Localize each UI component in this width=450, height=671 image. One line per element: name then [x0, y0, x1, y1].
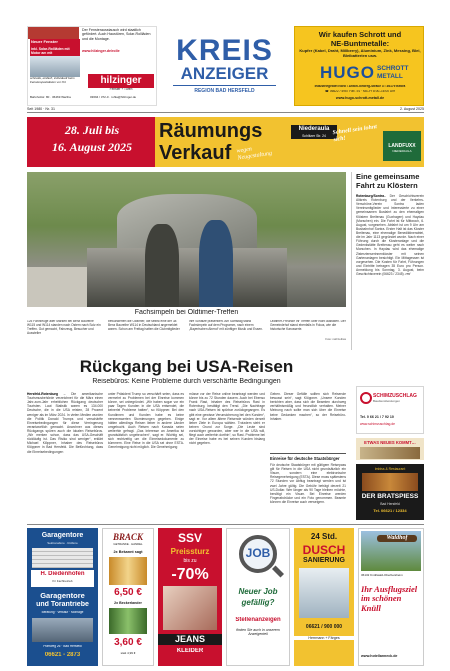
brack-ad[interactable] — [102, 528, 154, 666]
ssv-percent: -70% — [171, 566, 209, 583]
ssv-photo — [163, 586, 217, 630]
diedenhofen-logo: H. Diedenhofen — [40, 571, 85, 577]
logo-kreis: KREIS — [176, 36, 273, 66]
photo-car-left — [27, 267, 87, 307]
oldtimer-photo — [27, 172, 346, 307]
dusch-photo — [299, 568, 349, 618]
bratspiess-top: Imbiss & Restaurant — [374, 467, 406, 471]
hilzinger-ad-aside: schnelle, einfach, individuell beim Fensterspezialisten vor Ort — [30, 77, 75, 84]
article-col-2: unter Präsident Trump so verschärft seien, dass es vermehrt zu Problemen bei der Einreise kommen könne, sei unbegründet. „Wir haben sogar vor ein paar Tagen Kunden in die USA entsendet, die keinerlei Probleme hatten“, so Klöppner. Bei den Kundinnen und Kunden habe es keine nennenswerten Stornierungen gegeben. Einige hätten allerdings Reisen lieber in andere Länder umgebucht. Auch Reisen nach Kanada seien weiterhin gefragt. „Das Interesse an Amerika ist grundsätzlich ungebrochen“, sagt er. Wichtig sei, sich rechtzeitig um die Einreisedokumente zu kümmern. Eine Reise in die USA sei ohne ESTA-Genehmigung nicht möglich. Die Genehmigung — [108, 392, 184, 450]
garagentore-ad-address: Pfarrweg 26 · Bad Hersfeld — [43, 645, 82, 648]
hugo-ad-tel: ☎ 06622 / 4957 Fax -91 · Mo–Fr 8:00–16:00 Uhr — [324, 90, 396, 93]
job-ad[interactable] — [226, 528, 290, 666]
banner-location-bottom: Schlitzer Str. 24 — [291, 133, 337, 139]
brack-title: 2x Bekannt sagt — [113, 550, 143, 554]
newspaper-logo[interactable] — [173, 36, 276, 98]
waldhof-web[interactable]: www.hotellanneck.de — [361, 654, 398, 658]
hugo-logo: HUGO — [320, 63, 375, 82]
ssv-label: JEANS — [158, 634, 222, 645]
raeumungsverkauf-banner[interactable] — [27, 117, 424, 167]
banner-headline-bottom: Verkauf — [159, 142, 232, 164]
right-story-credit: red — [405, 272, 411, 277]
schimzuschlag-sub: Baudienstleistungen — [373, 400, 401, 403]
dusch-top: 24 Std. — [310, 532, 338, 541]
waldhof-address: 36132 Knüllwald-Oberbeisheim — [361, 574, 403, 577]
masthead — [0, 0, 450, 114]
photo-person-right — [199, 220, 233, 307]
article-col-1-text: – Die amerikanische Tourismusbehörde verzeichnet für die März einen Jahr-zum-Jahr erheblichen Rückgang deutscher Touristen. Laut Statistik waren es 134.000 Deutsche, die in die USA reisten, 28 Prozent weniger als im März 2024. In vielen Medien wurden die Politik Donald Trumps und verschärfte Einreisebedingungen für diese Verringerung verantwortlich gemacht. Anwohner aus dieses Rückgangs spüren auch die lokalen Reisebüros. „Wir merken schon, dass das USA-Geschäft rückläufig ist. Das Risiko sind weniger“, erklärt Michael Klöppner, Inhaber des Reisebüros Klöppner in Bad Hersfeld. Die Befürchtung, dass die Einreisebedingungen — [27, 392, 103, 454]
waldhof-ad[interactable] — [358, 528, 424, 666]
hilzinger-ad-phone: 03694 / 372-0 · ruhla@hilzinger.de — [90, 96, 137, 99]
banner-dates-bottom: 16. August 2025 — [52, 140, 132, 154]
article-subhead: Reisebüros: Keine Probleme durch verschärfte Bedingungen — [92, 378, 281, 385]
landfuxx-logo: LANDFUXX — [388, 143, 416, 149]
info-box-text: Für deutsche Staatsbürger mit gültigem Reisepass gilt für Reisen in die USA nicht grundsätzlich ein Visum, sondern eine elektronische Reisegenehmigung (ESTA). Diese muss spätestens 72 Stunden vor Abflug beantragt werden und ist zwei Jahre gültig. Die Gebühr beträgt derzeit 21 US-Dollar. Wer länger als 90 Tage bleiben möchte, benötigt ein Visum. Bei Einreise werden Fingerabdrücke und ein Foto genommen. Beamte können die Einreise auch verweigern. — [270, 463, 346, 504]
schimzuschlag-logo-circle — [360, 392, 372, 404]
garagentore-ad-photo-2 — [32, 618, 93, 642]
photo-car-body — [87, 248, 287, 307]
right-story-title: Eine gemeinsame Fahrt zu Klöstern — [356, 173, 420, 190]
job-question-1: Neuer Job — [238, 587, 278, 596]
brack-sub: GETRÄNKE · HANDEL — [113, 543, 143, 546]
schimzuschlag-logo: SCHIMZUSCHLAG — [373, 393, 417, 399]
brack-bottles — [109, 557, 147, 585]
lead-caption-credit: Foto: nah/zeibas — [325, 338, 346, 341]
schimzuschlag-ad[interactable] — [356, 386, 424, 434]
bratspiess-tel: Tel. 06621 / 12334 — [373, 509, 407, 513]
article-col-1 — [27, 392, 103, 520]
right-column-rule — [351, 172, 352, 350]
banner-headline-top: Räumungs — [159, 120, 263, 142]
job-label: Stellenanzeigen — [235, 617, 281, 623]
hugo-ad-line2: NE-Buntmetalle: — [330, 39, 390, 48]
brack-text: 2x Beckerlander — [114, 601, 142, 605]
logo-region: REGION BAD HERSFELD — [173, 85, 276, 94]
hilzinger-ad-text: Der Fensterausstausch wird staatlich gefördert. Auch Haustüren, Solar-Rollläden und die Montage. — [82, 28, 151, 41]
article-col-4: Geben. Dieser Gefälle sollten sich Reisende bewusst sein“, sagt Klöppner. „Unsere Kunden berichten aber, dass sich die Beamten durchweg verhältnismäßig und freundlich verhalten. Meiner Meinung nach sollte man sich über die Einreise keine Gedanken machen“, so der Reisebüro-Inhaber. — [270, 392, 346, 421]
garagentore-ad-photo — [32, 548, 93, 568]
lead-caption-4: Oldtimer-Freunde Ihr Treffen über nicht ausfallen. Der Gemeindehof stand ebenfalls in Fokus, wie die historische Karosserie. — [270, 320, 346, 331]
brack-price-2: 3,60 € — [114, 637, 142, 648]
dusch-sub: SANIERUNG — [302, 557, 345, 564]
ssv-line2: bis zu — [183, 558, 197, 564]
bottom-ads-divider — [27, 524, 424, 525]
hugo-ad-line1: Wir kaufen Schrott und — [318, 30, 402, 39]
bratspiess-sub: Bad Hersfeld — [380, 502, 400, 506]
masthead-divider — [27, 112, 424, 113]
waldhof-slogan: Ihr Ausflugsziel im schönen Knüll — [361, 585, 418, 613]
lead-caption-title: Fachsimpeln bei Oldtimer-Treffen — [134, 309, 239, 316]
hugo-ad-line3: Kupfer (Kabel, Draht, Millberry), Aluminium, Zink, Messing, Blei, Bleibatterien usw. — [299, 49, 421, 58]
etwas-neues-headline: ETWAS NEUES KOMMT… — [364, 440, 416, 445]
garagentore-ad-tag: Sektionaltore · Rolltore — [47, 542, 78, 545]
job-magnifier-handle — [272, 565, 284, 577]
brack-price-1: 6,50 € — [114, 587, 142, 598]
hilzinger-ad-photo — [28, 27, 79, 39]
landfuxx-logo-sub: NIEDERAULA — [392, 150, 412, 153]
job-logo: JOB — [245, 546, 271, 560]
banner-subline: wegen Neugestaltung — [236, 146, 273, 162]
info-box — [270, 453, 346, 520]
lead-caption-3: ihre Schätze präsentiert. Am Samstag stand Fachsimpeln auf dem Programm, nach einem „Bayerischen Abend“ mit zünftiger Musik und Essen. — [189, 320, 263, 331]
garagentore-ad[interactable] — [27, 528, 98, 666]
hugo-logo-side-top: SCHROTT — [377, 65, 409, 72]
garagentore-ad-big1: Garagentore — [40, 591, 85, 600]
etwas-neues-ad[interactable] — [356, 438, 424, 460]
ssv-preissturz-ad[interactable] — [158, 528, 222, 666]
hilzinger-ad[interactable] — [27, 26, 157, 106]
garagentore-ad-tel: 06621 - 2873 — [44, 652, 81, 658]
banner-dates-top: 28. Juli bis — [64, 123, 120, 137]
dusch-tel: 06621 / 900 000 — [305, 624, 343, 630]
bratspiess-ad[interactable] — [356, 464, 424, 520]
info-box-title: Einreise für deutsche Staatsbürger — [270, 456, 340, 461]
article-col-3: müsse vor der Reise online beantragt werden und könne bis zu 72 Stunden dauern. Auch bei Ebenso Frank Rast, Inhaber des Reisebüros Rast in Rotenburg, bestätigt den Trend. „Die Nachfrage nach USA-Reisen ist spürbar zurückgegangen. Es gibt eine gewisse Verunsicherung bei den Kunden“, sagt er. Vor allem ältere Reisende würden derzeit lieber Ziele in Europa wählen. Trotzdem sieht er keinen Grund zur Sorge. „Die Leute sind vorsichtiger geworden, aber wer in die USA will, fliegt auch weiterhin dorthin“, so Rast. Probleme bei der Einreise habe es bei seinen Kunden bislang nicht gegeben. — [189, 392, 265, 446]
lead-caption-1: 125 Fahrzeuge aller Marken bei Benz Baureihe W115 und W114 standen nach Ostern nach Solz ein Treffen. Gut gemacht, Fahrzeug, Besucher und Aussteller — [27, 320, 101, 335]
brack-note: statt 4,99 € — [120, 652, 136, 655]
hilzinger-ad-badge-bottom: inkl. Solar-Rollläden mit Motor am mit — [30, 46, 80, 56]
brack-logo: BRACK — [112, 532, 143, 542]
duschsanierung-ad[interactable] — [294, 528, 354, 666]
schimzuschlag-phone: Tel. 0 66 21 / 7 92 10 — [360, 415, 394, 419]
garagentore-ad-brand: Garagentore — [41, 532, 84, 539]
hugo-ad-web[interactable]: www.hugo-schrott-metall.de — [335, 96, 385, 100]
dusch-note: Herrmann + Färges — [294, 636, 354, 640]
job-sub: finden Sie auch in unserem Anzeigenteil — [236, 628, 280, 637]
hilzinger-ad-window-photo — [30, 56, 80, 77]
hilzinger-logo: hilzinger — [88, 74, 154, 88]
brack-bottles-2 — [109, 608, 147, 634]
ssv-label-2: KLEIDER — [176, 648, 204, 654]
garagentore-ad-big2: und Torantriebe — [36, 601, 89, 608]
etwas-neues-photo — [360, 447, 420, 459]
hilzinger-logo-sub: Fenster + Türen — [109, 88, 133, 91]
garagentore-ad-tagline: Beratung · Verkauf · Montage — [41, 611, 84, 614]
right-story-body — [356, 194, 424, 350]
hilzinger-ad-badge-top: Neuer Fenster — [30, 39, 80, 46]
ssv-line1: Preissturz — [170, 547, 210, 556]
article-headline: Rückgang bei USA-Reisen — [79, 357, 294, 376]
banner-location-top: Niederaula — [291, 125, 337, 134]
hugo-ad-address: Industriegebiet Nord • Anton-Geberg-Straße 3 • 36179 Bebra — [314, 85, 406, 88]
hugo-schrott-ad[interactable] — [294, 26, 424, 106]
hugo-logo-side-bottom: METALL — [377, 73, 403, 80]
lead-caption-2: bewunderten die Oldtimer, die selbst eine der 38 Benz Baureihe W114 in Deutschland angemeldet waren. Schon am Freitag hatten die Clubmitglieder — [108, 320, 180, 331]
schimzuschlag-web[interactable]: www.schimzuschlag.de — [360, 422, 396, 426]
article-dateline: Hersfeld-Rotenburg — [27, 392, 58, 396]
diedenhofen-sub: Ihr Fachbetrieb — [52, 580, 73, 583]
issue-date: 2. August 2025 — [400, 107, 424, 111]
waldhof-logo: Waldhof — [377, 535, 417, 542]
ssv-logo: SSV — [177, 531, 202, 545]
bratspiess-photo — [362, 473, 418, 491]
issue-number: Seit 1980 · Nr. 31 — [27, 107, 55, 111]
hilzinger-ad-url[interactable]: www.hilzinger.de/rolle — [82, 49, 120, 53]
hilzinger-ad-address: Bahnhofstr. 80 · 36469 Wartha — [30, 96, 71, 99]
photo-car-hood — [117, 194, 257, 254]
dusch-logo: DUSCH — [302, 543, 346, 557]
logo-anzeiger: ANZEIGER — [180, 65, 269, 83]
job-question-2: gefällig? — [241, 598, 275, 607]
right-story-dateline: Rotenburg/Sontra — [356, 194, 385, 198]
bratspiess-logo: DER BRATSPIESS — [361, 493, 419, 500]
right-story-text: – Der Geschichtsverein Altkreis Rotenburg und der Verkehrs-Verschöne-Verein Sontra laden Vereinsmitglieder und Interessierte zu einer gemeinsamen Busfahrt zu den ehemaligen Klöstern Breitenau (Guxhagen) und Haydau (Morschen) ein. Die Fahrt ist für Mittwoch, 6. August, vorgesehen. Abfahrt ist um 9 Uhr am Busbahnhof Sontra. Erster Halt ist das Kloster Breitenau, eine ehemalige Benediktinerabtei, die im Jahr 1113 gegründet wurde. Nach einer Führung durch die Klosteranlage und die Gedenkstätte Breitenau geht es weiter nach Morschen. In Haydau wird das ehemalige Zisterzienserinnenkloster mit seinen Gartenanlagen besichtigt. Ein Mittagessen ist vorgesehen. Die Kosten für Fahrt, Führungen und Eintritte betragen 35 Euro pro Person. Anmeldung bis Sonntag, 3. August, beim Geschichtsverein (06623 / 2345). — [356, 194, 424, 277]
banner-slogan: Schnell sein lohnt sich! — [332, 124, 378, 144]
photo-person-left — [145, 224, 179, 307]
